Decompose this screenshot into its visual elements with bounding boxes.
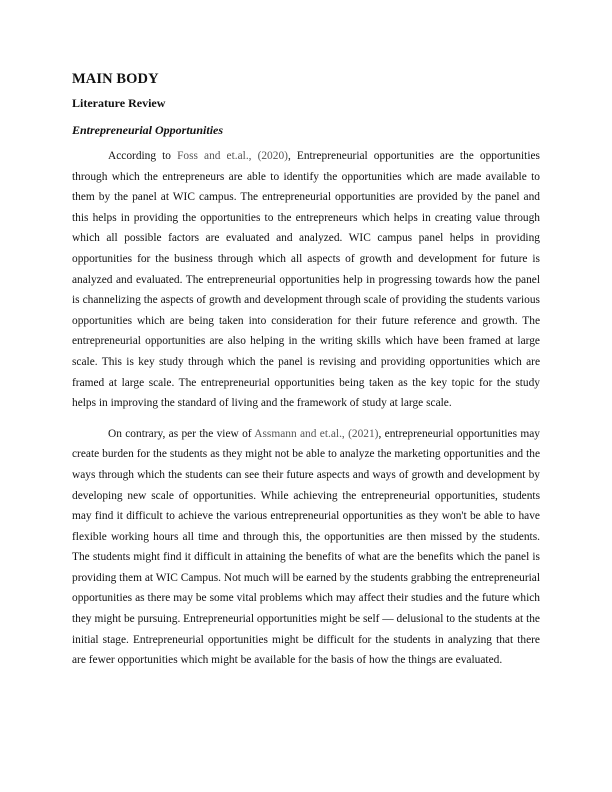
paragraph-2-lead: On contrary, as per the view of [108, 427, 255, 440]
main-heading: MAIN BODY [72, 71, 159, 87]
document-body [72, 70, 540, 671]
section-heading: Literature Review [72, 96, 166, 110]
paragraph-1-text: , Entrepreneurial opportunities are the opportunities through which the entrepreneurs are able to identify the opportunities which are made available to them by the panel at WIC campus. The entrepreneurial opportunities are provided by the panel and this helps in providing the opportunities to the entrepreneurs which helps in creating value through which all possible factors are evaluated and analyzed. WIC campus panel helps in providing opportunities for the business through which all aspects of growth and development for future is analyzed and evaluated. The entrepreneurial opportunities help in progressing towards how the panel is channelizing the aspects of growth and development through scale of providing the students various opportunities which are being taken into consideration for their future reference and growth. The entrepreneurial opportunities are also helping in the writing skills which have been framed at large scale. This is key study through which the panel is revising and providing opportunities which are framed at large scale. The entrepreneurial opportunities being taken as the key topic for the study helps in improving the standard of living and the framework of study at large scale. [72, 150, 540, 410]
paragraph-1 [72, 146, 540, 414]
subsection-title: Entrepreneurial Opportunities [72, 123, 224, 137]
paragraph-2-text: , entrepreneurial opportunities may create burden for the students as they might not be able to analyze the marketing opportunities and the ways through which the students can see their future aspects and ways of growth and development by developing new scale of opportunities. While achieving the entrepreneurial opportunities, students may find it difficult to achieve the various entrepreneurial opportunities as they won't be able to have flexible working hours all time and through this, the opportunities are then missed by the students. The students might find it difficult in attaining the benefits of what are the benefits which the panel is providing them at WIC Campus. Not much will be earned by the students grabbing the entrepreneurial opportunities as there may be some vital problems which may affect their studies and the future which they might be pursuing. Entrepreneurial opportunities might be self — delusional to the students at the initial stage. Entrepreneurial opportunities might be difficult for the students in analyzing that there are fewer opportunities which might be available for the basis of how the things are evaluated. [72, 427, 540, 667]
citation-link[interactable]: Assmann and et.al., (2021) [254, 427, 379, 440]
citation-link[interactable]: Foss and et.al., (2020) [177, 150, 288, 162]
paragraph-2 [72, 424, 540, 671]
paragraph-1-lead: According to [108, 150, 178, 162]
